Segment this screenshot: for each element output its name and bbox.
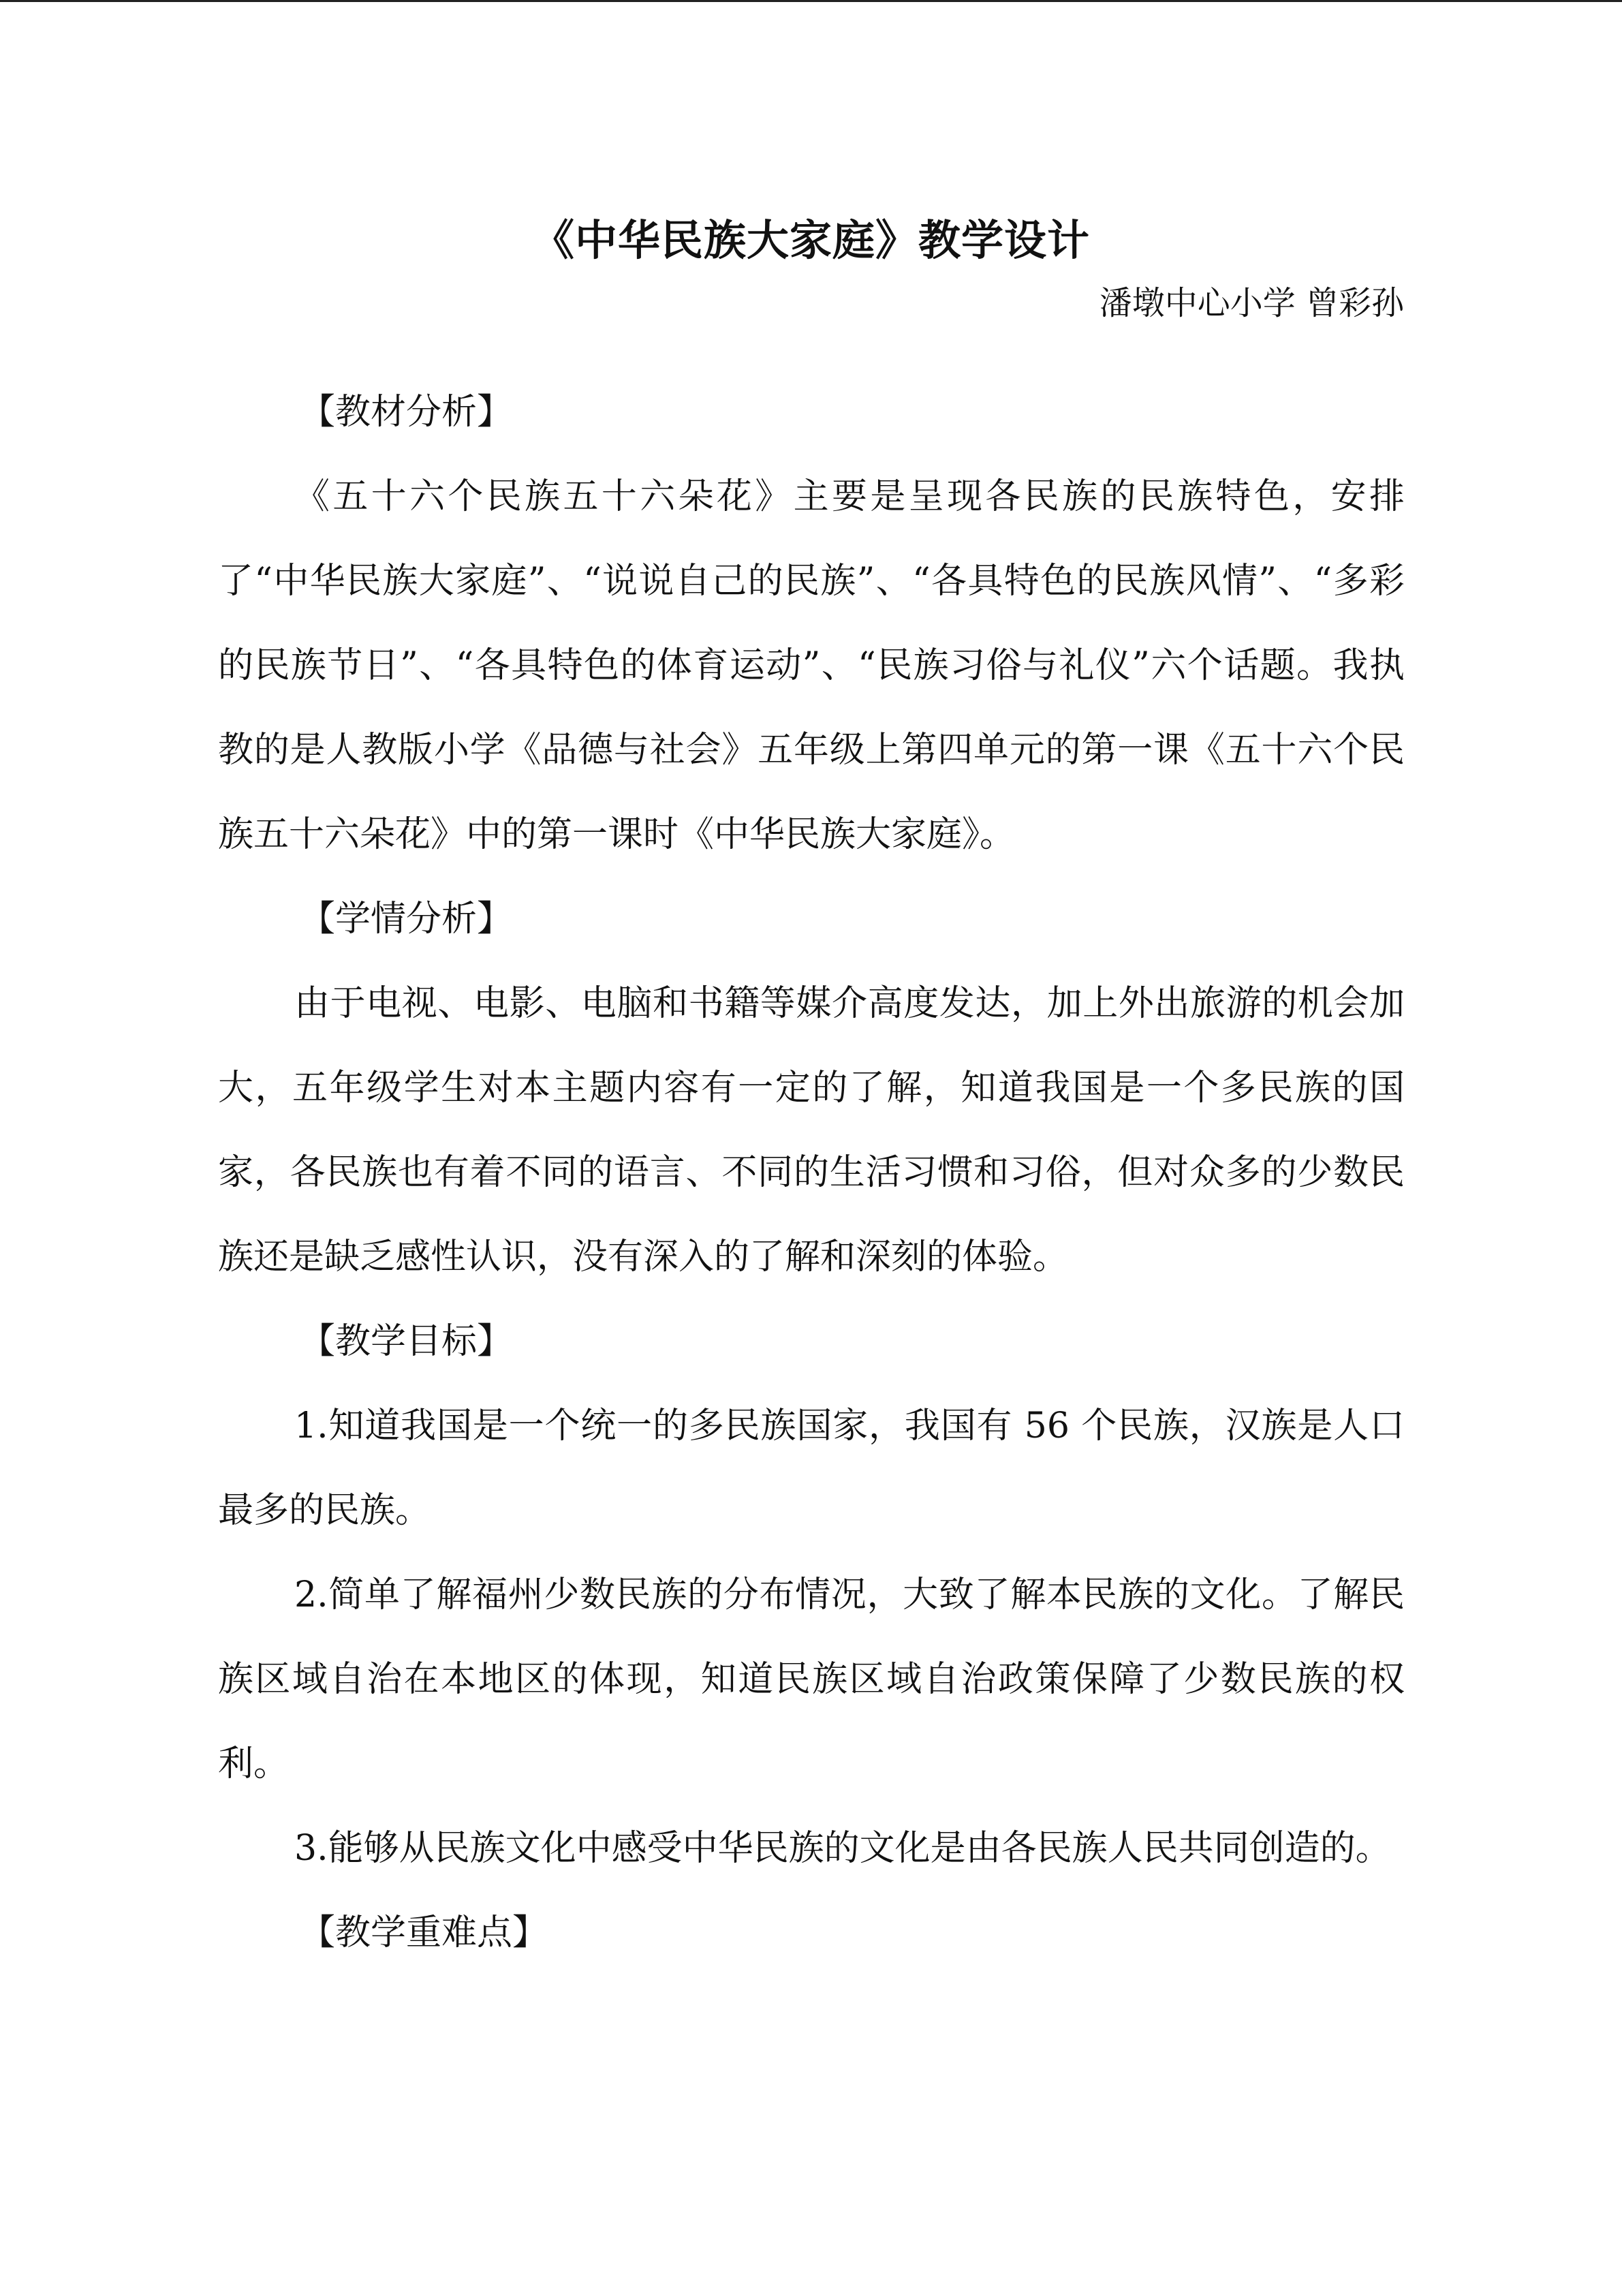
objective-item: 2.简单了解福州少数民族的分布情况，大致了解本民族的文化。了解民族区域自治在本地区的体现，知道民族区域自治政策保障了少数民族的权利。 <box>218 1574 1405 1784</box>
section-heading: 【教学目标】 <box>300 1321 513 1362</box>
document-body <box>218 370 1405 1975</box>
section-student-analysis <box>218 877 1405 1299</box>
section-textbook-analysis <box>218 370 1405 877</box>
objective-item: 1.知道我国是一个统一的多民族国家，我国有 56 个民族，汉族是人口最多的民族。 <box>218 1406 1405 1531</box>
section-heading: 【教学重难点】 <box>300 1912 548 1953</box>
paragraph: 由于电视、电影、电脑和书籍等媒介高度发达，加上外出旅游的机会加大，五年级学生对本主题内容有一定的了解，知道我国是一个多民族的国家，各民族也有着不同的语言、不同的生活习惯和习俗，但对众多的少数民族还是缺乏感性认识，没有深入的了解和深刻的体验。 <box>218 983 1405 1277</box>
document-title: 《中华民族大家庭》教学设计 <box>531 215 1090 265</box>
objective-item: 3.能够从民族文化中感受中华民族的文化是由各民族人民共同创造的。 <box>294 1828 1391 1869</box>
section-heading: 【学情分析】 <box>300 899 513 940</box>
author-line: 潘墩中心小学 曾彩孙 <box>1099 284 1404 322</box>
section-teaching-objectives <box>218 1299 1405 1891</box>
paragraph: 《五十六个民族五十六朵花》主要是呈现各民族的民族特色，安排了“中华民族大家庭”、“说说自己的民族”、“各具特色的民族风情”、“多彩的民族节日”、“各具特色的体育运动”、“民族习俗与礼仪”六个话题。我执教的是人教版小学《品德与社会》五年级上第四单元的第一课《五十六个民族五十六朵花》中的第一课时《中华民族大家庭》。 <box>218 476 1405 855</box>
section-key-difficulties <box>218 1891 1405 1975</box>
section-heading: 【教材分析】 <box>300 392 513 433</box>
